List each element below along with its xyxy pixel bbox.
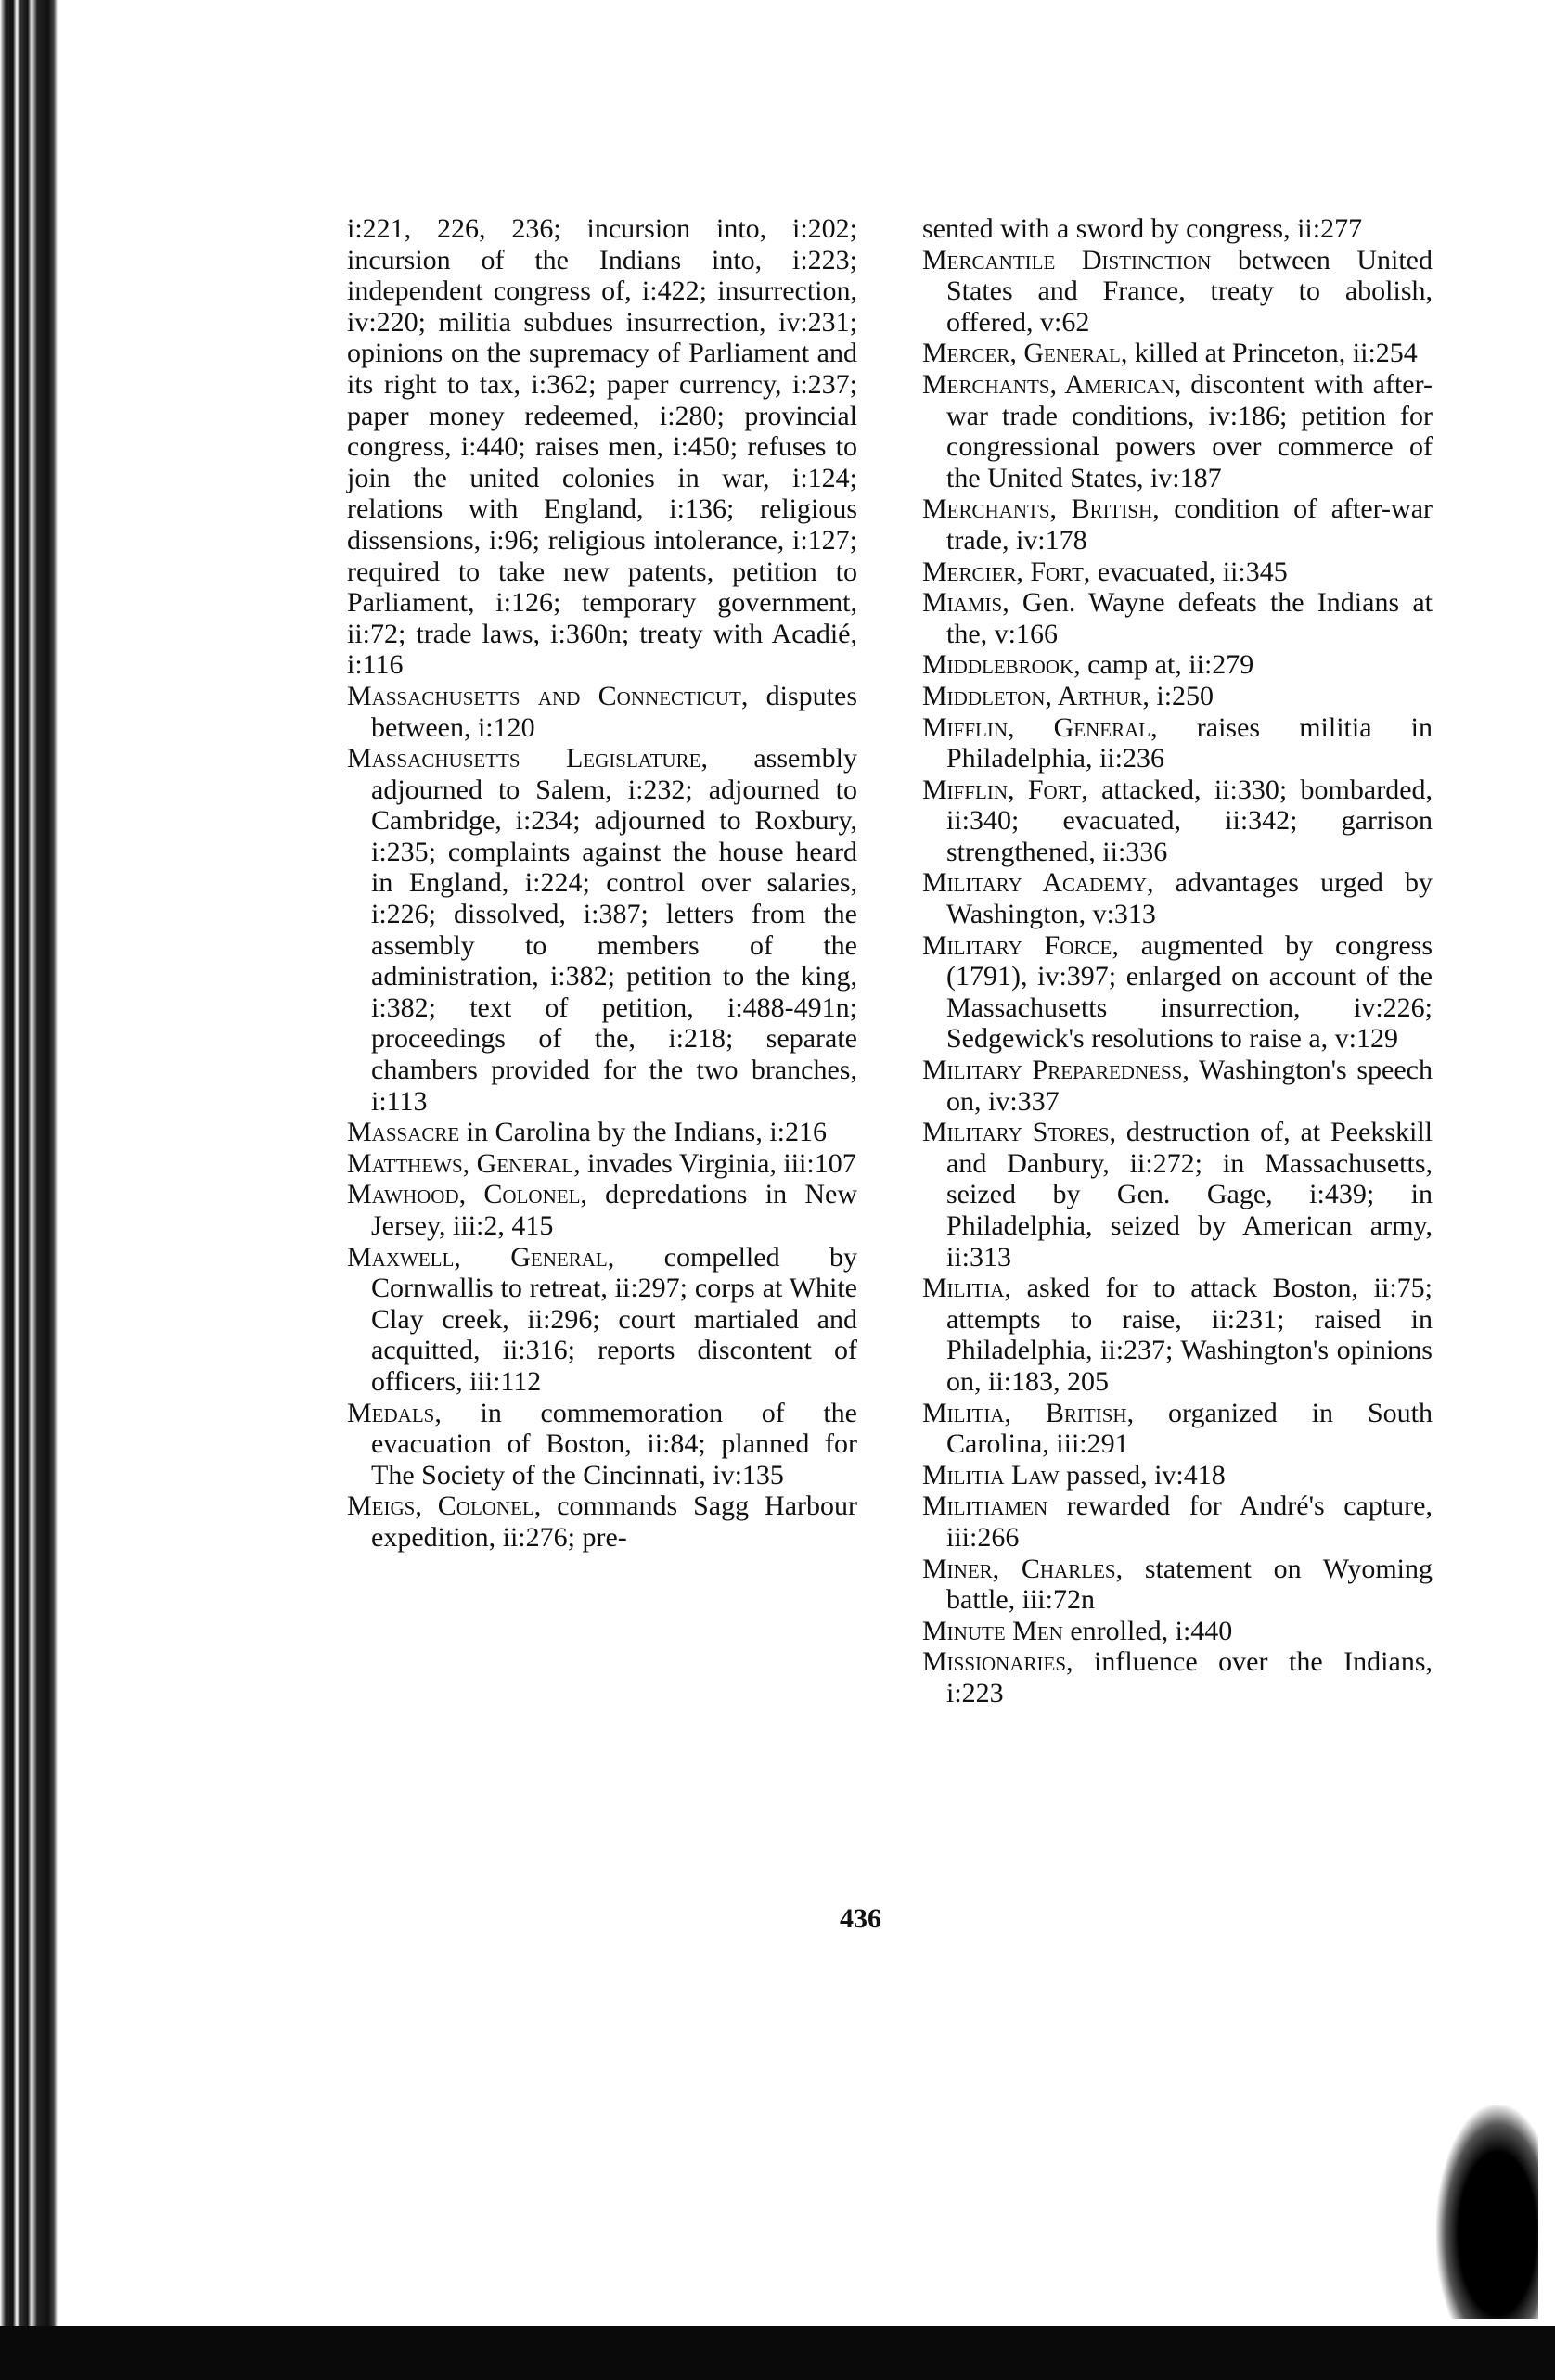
entry-references: , Gen. Wayne defeats the Indians at the, v:166 (946, 587, 1433, 649)
entry-heading: Mifflin, General (922, 711, 1151, 743)
entry-heading: Mawhood, Colonel (347, 1179, 581, 1210)
index-entry (922, 1646, 1433, 1708)
index-entry (347, 1117, 857, 1148)
entry-heading: Military Stores (922, 1117, 1110, 1148)
entry-references: , compelled by Cornwallis to retreat, ii:297; corps at White Clay creek, ii:296; court martialed and acquitted, ii:316; reports discontent of officers, iii:112 (371, 1241, 858, 1397)
entry-references: , evacuated, ii:345 (1083, 556, 1288, 587)
entry-references: , depredations in New Jersey, iii:2, 415 (371, 1179, 857, 1241)
index-entry (922, 681, 1433, 712)
entry-heading: Massacre (347, 1117, 460, 1148)
index-entry (347, 1148, 857, 1180)
entry-heading: Massachusetts Legislature (347, 743, 701, 774)
entry-references: , Washington's speech on, iv:337 (946, 1055, 1433, 1117)
entry-references: , killed at Princeton, ii:254 (1120, 338, 1418, 369)
entry-heading: Merchants, American (922, 368, 1175, 400)
index-entry-continuation (347, 213, 857, 681)
index-entry (922, 1273, 1433, 1397)
index-column-left (347, 213, 857, 1554)
entry-references: in Carolina by the Indians, i:216 (459, 1117, 827, 1148)
entry-references: , influence over the Indians, i:223 (946, 1646, 1433, 1708)
entry-heading: Militia (922, 1273, 1005, 1304)
entry-heading: Massachusetts and Connecticut (347, 680, 741, 711)
entry-references: , advantages urged by Washington, v:313 (946, 867, 1433, 930)
entry-references: , destruction of, at Peekskill and Danbury, ii:272; in Massachusetts, seized by Gen. Gage, i:439; in Philadelphia, seized by American army, ii:313 (946, 1117, 1433, 1273)
entry-references: , assembly adjourned to Salem, i:232; adjourned to Cambridge, i:234; adjourned to Roxbury, i:235; complaints against the house heard in England, i:224; control over salaries, i:226; dissolved, i:387; letters from the assembly to members of the administration, i:382; petition to the king, i:382; text of petition, i:488-491n; proceedings of the, i:218; separate chambers provided for the two branches, i:113 (371, 743, 857, 1117)
entry-heading: Middlebrook (922, 649, 1074, 681)
index-entry (922, 245, 1433, 339)
entry-references: i:221, 226, 236; incursion into, i:202; incursion of the Indians into, i:223; independent congress of, i:422; insurrection, iv:220; militia subdues insurrection, iv:231; opinions on the supremacy of Parliament and its right to tax, i:362; paper currency, i:237; paper money redeemed, i:280; provincial congress, i:440; raises men, i:450; refuses to join the united colonies in war, i:124; relations with England, i:136; religious dissensions, i:96; religious intolerance, i:127; required to take new patents, petition to Parliament, i:126; temporary government, ii:72; trade laws, i:360n; treaty with Acadié, i:116 (347, 213, 857, 681)
entry-references: enrolled, i:440 (1062, 1615, 1233, 1646)
index-entry (922, 1117, 1433, 1273)
entry-references: between United States and France, treaty to abolish, offered, v:62 (946, 244, 1433, 338)
index-entry-continuation (922, 213, 1433, 245)
index-entry (922, 712, 1433, 774)
entry-heading: Mercantile Distinction (922, 244, 1212, 275)
scan-bottom-border (0, 2326, 1555, 2380)
entry-references: sented with a sword by congress, ii:277 (922, 213, 1363, 244)
scan-binding-edge (0, 0, 58, 2328)
index-entry (922, 1055, 1433, 1117)
entry-references: , discontent with after-war trade conditions, iv:186; petition for congressional powers over commerce of the United States, iv:187 (946, 368, 1433, 493)
index-entry (922, 557, 1433, 588)
entry-references: , augmented by congress (1791), iv:397; enlarged on account of the Massachusetts insurrection, iv:226; Sedgewick's resolutions to raise a, v:129 (946, 929, 1433, 1055)
index-entry (347, 1398, 857, 1491)
index-entry (922, 774, 1433, 868)
index-entry (922, 587, 1433, 649)
entry-heading: Miamis (922, 587, 1003, 619)
entry-heading: Mifflin, Fort (922, 774, 1082, 805)
entry-references: , i:250 (1142, 680, 1214, 711)
index-entry (347, 1491, 857, 1553)
entry-references: , condition of after-war trade, iv:178 (946, 493, 1433, 556)
entry-heading: Mercer, General (922, 338, 1121, 369)
index-entry (922, 1398, 1433, 1460)
entry-references: , asked for to attack Boston, ii:75; attempts to raise, ii:231; raised in Philadelphia, ii:237; Washington's opinions on, ii:183, 205 (946, 1273, 1433, 1397)
index-entry (347, 743, 857, 1117)
index-entry (922, 369, 1433, 493)
entry-heading: Military Preparedness (922, 1055, 1183, 1086)
index-entry (347, 681, 857, 743)
scan-artifact (1436, 2105, 1538, 2319)
index-entry (922, 1616, 1433, 1647)
entry-heading: Militiamen (922, 1491, 1048, 1522)
index-entry (347, 1179, 857, 1241)
entry-references: , statement on Wyoming battle, iii:72n (946, 1553, 1433, 1616)
entry-references: , commands Sagg Harbour expedition, ii:276; pre- (371, 1491, 857, 1553)
entry-references: , raises militia in Philadelphia, ii:236 (946, 711, 1433, 774)
index-entry (922, 867, 1433, 929)
entry-references: passed, iv:418 (1059, 1459, 1226, 1491)
entry-references: , in commemoration of the evacuation of Boston, ii:84; planned for The Society of the Cincinnati, iv:135 (371, 1397, 857, 1491)
entry-heading: Meigs, Colonel (347, 1491, 534, 1522)
entry-heading: Maxwell, General (347, 1241, 608, 1273)
entry-references: , organized in South Carolina, iii:291 (946, 1397, 1433, 1460)
entry-heading: Militia Law (922, 1459, 1060, 1491)
entry-heading: Militia, British (922, 1397, 1127, 1428)
entry-heading: Miner, Charles (922, 1553, 1116, 1584)
index-entry (922, 1554, 1433, 1616)
index-entry (922, 649, 1433, 681)
entry-heading: Military Academy (922, 867, 1147, 899)
index-entry (922, 1491, 1433, 1553)
entry-heading: Mercier, Fort (922, 556, 1084, 587)
entry-references: rewarded for André's capture, iii:266 (946, 1491, 1433, 1553)
entry-references: , invades Virginia, iii:107 (573, 1147, 856, 1179)
index-entry (347, 1242, 857, 1398)
page-number: 436 (840, 1903, 881, 1934)
entry-references: , camp at, ii:279 (1073, 649, 1254, 681)
entry-heading: Missionaries (922, 1646, 1067, 1678)
index-entry (922, 493, 1433, 556)
index-column-right (922, 213, 1433, 1709)
entry-heading: Medals (347, 1397, 435, 1428)
entry-heading: Merchants, British (922, 493, 1153, 525)
entry-heading: Matthews, General (347, 1147, 574, 1179)
entry-heading: Minute Men (922, 1615, 1063, 1646)
entry-heading: Military Force (922, 929, 1112, 961)
entry-references: , disputes between, i:120 (371, 680, 857, 743)
index-entry (922, 930, 1433, 1055)
index-entry (922, 1460, 1433, 1491)
entry-references: , attacked, ii:330; bombarded, ii:340; evacuated, ii:342; garrison strengthened, ii:336 (946, 774, 1433, 867)
entry-heading: Middleton, Arthur (922, 680, 1143, 711)
index-entry (922, 338, 1433, 369)
